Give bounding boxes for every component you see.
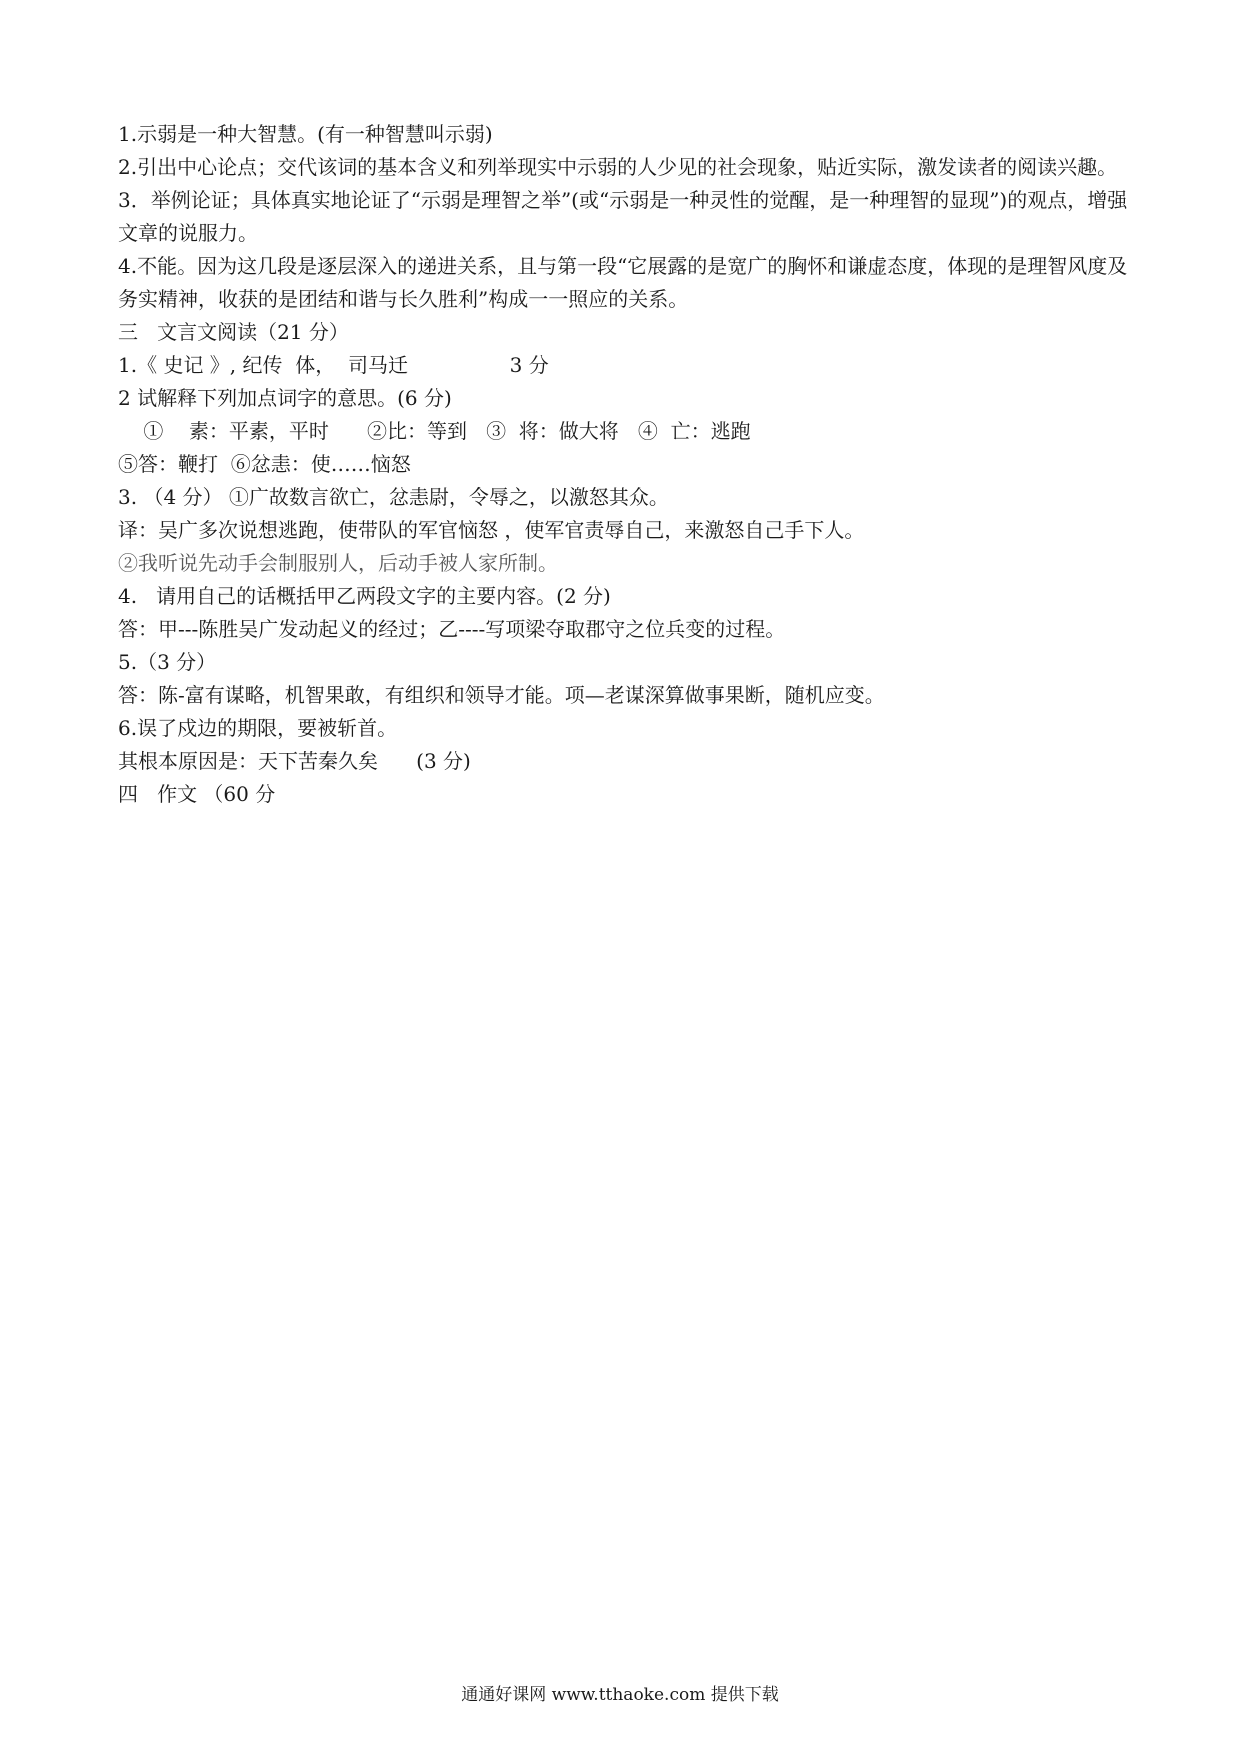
answer-1: 1.示弱是一种大智慧。(有一种智慧叫示弱) [118,122,493,146]
classical-q6: 6.误了戍边的期限，要被斩首。 [118,716,398,740]
classical-q5: 5.（3 分） [118,650,217,674]
classical-q6-answer: 其根本原因是：天下苦秦久矣 (3 分) [118,749,471,773]
classical-q5-answer: 答：陈-富有谋略，机智果敢，有组织和领导才能。项—老谋深算做事果断，随机应变。 [118,683,885,707]
classical-q1: 1.《 史记 》, 纪传 体， 司马迁 3 分 [118,353,549,377]
answer-2: 2.引出中心论点；交代该词的基本含义和列举现实中示弱的人少见的社会现象，贴近实际，激发读者的阅读兴趣。 [118,155,1118,179]
classical-q3-part2: ②我听说先动手会制服别人，后动手被人家所制。 [118,551,558,575]
section-3-heading: 三 文言文阅读（21 分） [118,320,349,344]
answer-key [118,118,1128,811]
classical-q2-answers-b: ⑤答：鞭打 ⑥忿恚：使……恼怒 [118,452,411,476]
classical-q2-answers-a: ① 素：平素，平时 ②比：等到 ③ 将：做大将 ④ 亡：逃跑 [118,419,751,443]
classical-q4-answer: 答：甲---陈胜吴广发动起义的经过；乙----写项梁夺取郡守之位兵变的过程。 [118,617,786,641]
section-4-heading: 四 作文 （60 分 [118,782,276,806]
classical-q4: 4. 请用自己的话概括甲乙两段文字的主要内容。(2 分) [118,584,611,608]
answer-3: 3．举例论证；具体真实地论证了“示弱是理智之举”(或“示弱是一种灵性的觉醒，是一种理智的显现”)的观点，增强文章的说服力。 [118,188,1128,245]
answer-4: 4.不能。因为这几段是逐层深入的递进关系，且与第一段“它展露的是宽广的胸怀和谦虚态度，体现的是理智风度及务实精神，收获的是团结和谐与长久胜利”构成一一照应的关系。 [118,254,1128,311]
classical-q3-translation: 译：吴广多次说想逃跑，使带队的军官恼怒 ，使军官责辱自己，来激怒自己手下人。 [118,518,865,542]
classical-q3: 3. （4 分） ①广故数言欲亡，忿恚尉，令辱之，以激怒其众。 [118,485,669,509]
page-footer: 通通好课网 www.tthaoke.com 提供下载 [461,1685,779,1705]
classical-q2: 2 试解释下列加点词字的意思。(6 分) [118,386,452,410]
